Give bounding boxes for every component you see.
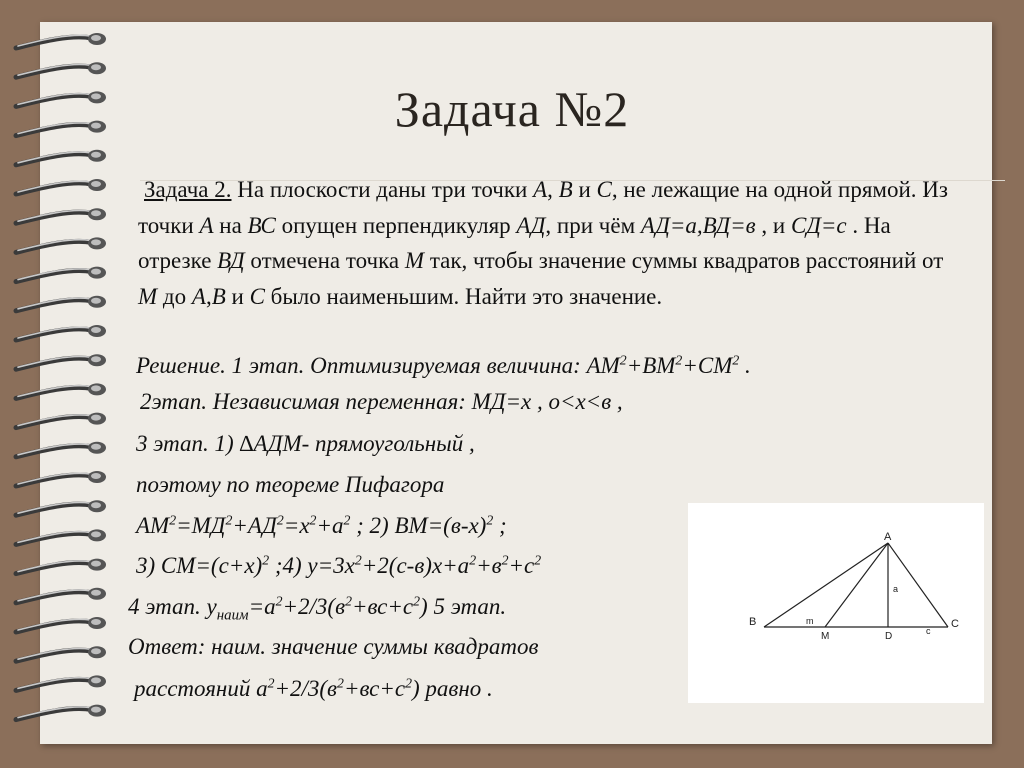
point-m: М [404, 248, 425, 273]
label-a-length: a [893, 584, 899, 594]
exponent: 2 [405, 675, 412, 691]
page-title: Задача №2 [394, 81, 630, 137]
solution-line-2: 2этап. Независимая переменная: МД=х , о<х<в , [140, 389, 623, 414]
problem-text: опущен перпендикуляр [275, 212, 517, 238]
spiral-ring [16, 413, 106, 428]
segment-am [825, 543, 888, 627]
solution-text: ; 2) ВМ=(в-х) [350, 513, 487, 538]
problem-text: На плоскости даны три точки [231, 177, 534, 202]
exponent: 2 [534, 552, 542, 568]
spiral-ring [16, 296, 106, 311]
segment-ad: АД [516, 212, 546, 238]
solution-text: +вс+с [343, 676, 406, 701]
solution-text: +2(с-в)х+а [361, 553, 470, 578]
solution-text: 3) СМ=(с+х) [136, 553, 263, 578]
exponent: 2 [486, 512, 494, 528]
point-m: М [138, 283, 158, 309]
condition: СД=с [790, 212, 847, 238]
point-b: В [211, 283, 226, 309]
point-a: А [191, 283, 206, 309]
point-c: С [596, 177, 612, 202]
spiral-ring [16, 705, 106, 720]
solution-line-3: 3 этап. 1) ∆АДМ- прямоугольный , [136, 431, 475, 456]
point-a: А [533, 177, 548, 202]
solution-line-4: поэтому по теореме Пифагора [136, 472, 445, 497]
spiral-ring [16, 675, 106, 690]
solution-text: расстояний а [134, 676, 268, 701]
exponent: 2 [343, 512, 351, 528]
solution-text: АМ [136, 513, 170, 538]
spiral-ring [16, 588, 106, 603]
segment-vd: ВД [217, 248, 245, 273]
spiral-ring [16, 62, 106, 77]
exponent: 2 [469, 552, 477, 568]
exponent: 2 [619, 352, 627, 368]
point-a: А [199, 212, 214, 238]
solution-line-7 [128, 593, 507, 624]
solution-text: +СМ [682, 353, 733, 378]
segment-bc: ВС [247, 212, 276, 238]
exponent: 2 [354, 552, 362, 568]
solution-text: +ВМ [626, 353, 676, 378]
label-m: M [821, 631, 830, 642]
exponent: 2 [732, 352, 740, 368]
solution-text: +2/3(в [274, 676, 338, 701]
label-d: D [885, 631, 893, 642]
solution-text: +в [476, 553, 502, 578]
spiral-ring [16, 529, 106, 544]
problem-text: , [547, 177, 559, 202]
problem-text: и [572, 177, 597, 202]
spiral-ring [16, 354, 106, 369]
problem-text: и [225, 283, 250, 309]
problem-text: было наименьшим. Найти это значение. [264, 283, 663, 309]
exponent: 2 [675, 352, 683, 368]
side-ab [764, 543, 888, 627]
problem-lead: Задача 2. [144, 177, 232, 202]
exponent: 2 [309, 512, 317, 528]
spiral-ring [16, 33, 106, 48]
solution-text: =а [248, 594, 276, 619]
problem-text: так, чтобы значение суммы квадратов расстояний от [424, 248, 944, 273]
solution-line-6 [136, 553, 541, 579]
exponent: 2 [276, 512, 284, 528]
label-m-segment: m [806, 616, 814, 626]
spiral-ring [16, 383, 106, 398]
spiral-ring [16, 646, 106, 661]
spiral-ring [16, 471, 106, 486]
solution-text: ) равно . [412, 676, 493, 701]
exponent: 2 [275, 593, 283, 609]
label-c: C [951, 618, 959, 630]
solution-text: +АД [232, 513, 277, 538]
spiral-ring [16, 500, 106, 515]
spiral-ring [16, 325, 106, 340]
answer-line-1: Ответ: наим. значение суммы квадратов [128, 634, 539, 659]
problem-text: , при чём [545, 212, 641, 238]
exponent: 2 [501, 552, 509, 568]
label-a: A [884, 531, 892, 543]
exponent: 2 [262, 552, 270, 568]
solution-text: ; [493, 513, 507, 538]
problem-text: , [205, 283, 212, 309]
solution-text: =МД [176, 513, 226, 538]
spiral-ring [16, 237, 106, 252]
answer-line-2 [134, 676, 493, 702]
solution-text: ;4) у=3х [269, 553, 355, 578]
spiral-ring [16, 559, 106, 574]
problem-statement [138, 172, 968, 314]
label-c-length: c [926, 626, 931, 636]
exponent: 2 [413, 593, 421, 609]
solution-line-1 [136, 353, 751, 379]
spiral-ring [16, 179, 106, 194]
problem-text: . На отрезке [138, 212, 891, 273]
problem-text: до [157, 283, 192, 309]
solution-text: Решение. 1 этап. Оптимизируемая величина: АМ [136, 353, 620, 378]
solution-line-5 [136, 513, 507, 539]
spiral-ring [16, 208, 106, 223]
label-b: B [749, 616, 757, 628]
problem-text: , и [755, 212, 791, 238]
spiral-ring [16, 617, 106, 632]
solution-text: +2/3(в [282, 594, 346, 619]
exponent: 2 [225, 512, 233, 528]
solution-text: +а [316, 513, 344, 538]
exponent: 2 [169, 512, 177, 528]
spiral-ring [16, 150, 106, 165]
spiral-ring [16, 267, 106, 282]
solution-text: +с [508, 553, 535, 578]
problem-text: , не лежащие на одной прямой. Из точки [138, 177, 948, 238]
subscript: наим [216, 607, 249, 624]
point-b: В [558, 177, 573, 202]
solution-text: . [739, 353, 751, 378]
exponent: 2 [345, 593, 352, 609]
exponent: 2 [267, 675, 275, 691]
problem-text: на [213, 212, 248, 238]
solution-text: +вс+с [351, 594, 414, 619]
solution-text: ) 5 этап. [420, 594, 507, 619]
problem-text: отмечена точка [244, 248, 405, 273]
spiral-ring [16, 442, 106, 457]
point-c: С [249, 283, 265, 309]
exponent: 2 [337, 675, 344, 691]
solution-text: =х [283, 513, 310, 538]
solution-text: 4 этап. у [128, 594, 217, 619]
triangle-figure [688, 503, 984, 703]
condition: АД=а,ВД=в [640, 212, 756, 238]
